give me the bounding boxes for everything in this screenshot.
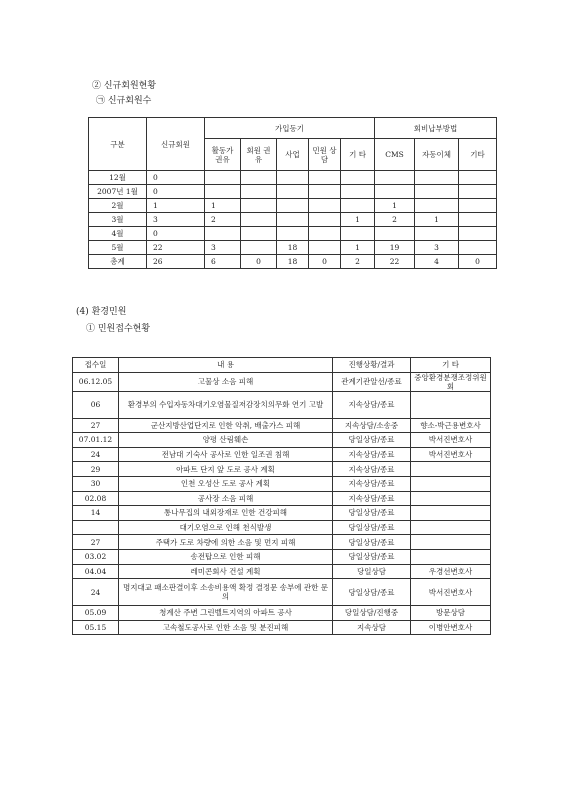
cell-status: 지속상담/종료 (333, 447, 411, 462)
table-row (73, 462, 491, 477)
cell-content: 양평 산림훼손 (119, 433, 333, 448)
cell: 3 (415, 241, 459, 255)
table-row (73, 491, 491, 506)
table-row (73, 549, 491, 564)
cell-status: 관계기관알선/종료 (333, 372, 411, 391)
cell-status: 당일상담/종료 (333, 579, 411, 606)
table-row (89, 185, 497, 199)
cell-content: 고물상 소음 피해 (119, 372, 333, 391)
header-gubun: 구분 (89, 118, 147, 171)
table-row-total (89, 255, 497, 269)
cell (241, 213, 277, 227)
cell-status: 당일상담/종료 (333, 535, 411, 550)
cell: 19 (375, 241, 415, 255)
cell (341, 171, 375, 185)
header-status: 진행상황/결과 (333, 358, 411, 373)
header-content: 내 용 (119, 358, 333, 373)
cell (459, 185, 497, 199)
cell (241, 199, 277, 213)
cell-etc (411, 535, 491, 550)
cell-etc: 향소-박근용변호사 (411, 418, 491, 433)
cell: 2 (205, 213, 241, 227)
cell-etc: 박서진변호사 (411, 447, 491, 462)
header-motive-activist: 활동가 권유 (205, 139, 241, 171)
cell-etc: 박서진변호사 (411, 579, 491, 606)
header-payment-autotransfer: 자동이체 (415, 139, 459, 171)
cell-status: 당일상담 (333, 564, 411, 579)
cell-content: 공사장 소음 피해 (119, 491, 333, 506)
cell: 4 (415, 255, 459, 269)
cell (415, 171, 459, 185)
header-date: 접수일 (73, 358, 119, 373)
cell-new: 1 (147, 199, 205, 213)
section-title-new-members: ② 신규회원현황 (92, 81, 157, 91)
header-motive-complaint: 민원 상담 (309, 139, 341, 171)
cell-date: 29 (73, 462, 119, 477)
cell-date: 27 (73, 418, 119, 433)
cell (277, 199, 309, 213)
cell-date: 14 (73, 506, 119, 521)
cell-etc (411, 520, 491, 535)
cell-month: 2007년 1월 (89, 185, 147, 199)
cell: 6 (205, 255, 241, 269)
cell (241, 241, 277, 255)
cell-date: 02.08 (73, 491, 119, 506)
cell (341, 185, 375, 199)
cell (309, 227, 341, 241)
cell-etc: 우경선변호사 (411, 564, 491, 579)
table-row (73, 447, 491, 462)
header-motive-member: 회원 권유 (241, 139, 277, 171)
cell: 1 (205, 199, 241, 213)
cell-date: 03.02 (73, 549, 119, 564)
header-motive-project: 사업 (277, 139, 309, 171)
cell (241, 185, 277, 199)
cell-etc: 이병안변호사 (411, 620, 491, 635)
cell-new: 0 (147, 185, 205, 199)
cell (309, 241, 341, 255)
cell: 1 (375, 199, 415, 213)
cell: 2 (341, 255, 375, 269)
cell (415, 227, 459, 241)
cell: 18 (277, 255, 309, 269)
cell-date: 06.12.05 (73, 372, 119, 391)
header-motive-other: 기 타 (341, 139, 375, 171)
header-payment-cms: CMS (375, 139, 415, 171)
cell (277, 227, 309, 241)
table-row (73, 520, 491, 535)
cell-date: 05.15 (73, 620, 119, 635)
table-row (73, 418, 491, 433)
cell: 1 (341, 241, 375, 255)
cell (277, 185, 309, 199)
cell-etc (411, 391, 491, 418)
cell: 1 (415, 213, 459, 227)
cell-date: 07.01.12 (73, 433, 119, 448)
cell-content: 레미콘회사 건설 계획 (119, 564, 333, 579)
cell-date: 05.09 (73, 606, 119, 621)
cell (341, 227, 375, 241)
cell-status: 지속상담/종료 (333, 476, 411, 491)
cell-month: 4월 (89, 227, 147, 241)
header-etc: 기 타 (411, 358, 491, 373)
cell-month: 총계 (89, 255, 147, 269)
cell-content: 전남대 기숙사 공사로 인한 일조권 침해 (119, 447, 333, 462)
cell (309, 199, 341, 213)
cell-status: 당일상담/종료 (333, 549, 411, 564)
cell (375, 185, 415, 199)
table-row (73, 606, 491, 621)
table-row (89, 199, 497, 213)
cell (205, 227, 241, 241)
cell (241, 227, 277, 241)
table-row (73, 476, 491, 491)
cell-etc (411, 491, 491, 506)
cell-content: 고속철도공사로 인한 소음 및 분진피해 (119, 620, 333, 635)
cell-date: 30 (73, 476, 119, 491)
cell-month: 5월 (89, 241, 147, 255)
header-new-members: 신규회원 (147, 118, 205, 171)
cell-etc (411, 462, 491, 477)
cell (205, 171, 241, 185)
cell-date: 06 (73, 391, 119, 418)
cell-month: 3월 (89, 213, 147, 227)
cell (415, 185, 459, 199)
cell-etc: 방문상담 (411, 606, 491, 621)
cell-status: 지속상담/종료 (333, 491, 411, 506)
cell: 3 (205, 241, 241, 255)
cell-content: 명지대교 패소판결이후 소송비용액 확정 결정문 송부에 관한 문의 (119, 579, 333, 606)
table-row (73, 391, 491, 418)
cell-content: 아파트 단지 앞 도로 공사 계획 (119, 462, 333, 477)
section-title-environment-complaints: (4) 환경민원 (76, 307, 127, 317)
cell-etc (411, 506, 491, 521)
cell-new: 0 (147, 171, 205, 185)
cell-content: 청계산 주변 그린벨트지역의 아파트 공사 (119, 606, 333, 621)
table-row (89, 241, 497, 255)
cell-month: 12월 (89, 171, 147, 185)
cell: 18 (277, 241, 309, 255)
table-row (73, 620, 491, 635)
cell-content: 군산지방산업단지로 인한 악취, 배출가스 피해 (119, 418, 333, 433)
cell-status: 지속상담/종료 (333, 462, 411, 477)
cell-content: 환경부의 수입자동차대기오염물질저감장치의무화 연기 고발 (119, 391, 333, 418)
cell-content: 인천 오성산 도로 공사 계획 (119, 476, 333, 491)
header-payment-other: 기타 (459, 139, 497, 171)
table-row (73, 579, 491, 606)
cell-date (73, 520, 119, 535)
table-header-row (73, 358, 491, 373)
cell: 22 (375, 255, 415, 269)
cell-etc (411, 549, 491, 564)
cell-new: 22 (147, 241, 205, 255)
cell (459, 171, 497, 185)
cell (459, 227, 497, 241)
cell-status: 당일상담/종료 (333, 506, 411, 521)
header-payment-method: 회비납부방법 (375, 118, 497, 139)
cell-etc: 중앙환경분쟁조정위원회 (411, 372, 491, 391)
cell (341, 199, 375, 213)
cell-date: 24 (73, 447, 119, 462)
cell (309, 213, 341, 227)
cell (309, 185, 341, 199)
cell-status: 당일상담/종료 (333, 520, 411, 535)
cell-status: 지속상담 (333, 620, 411, 635)
cell-month: 2월 (89, 199, 147, 213)
cell: 1 (341, 213, 375, 227)
cell-content: 대기오염으로 인해 천식발생 (119, 520, 333, 535)
header-join-motive: 가입동기 (205, 118, 375, 139)
cell-status: 당일상담/종료 (333, 433, 411, 448)
cell-status: 지속상담/종료 (333, 391, 411, 418)
cell: 0 (241, 255, 277, 269)
cell (277, 171, 309, 185)
cell-new: 26 (147, 255, 205, 269)
new-members-table (88, 117, 497, 269)
cell-content: 주택가 도로 차량에 의한 소음 및 먼지 피해 (119, 535, 333, 550)
cell-new: 0 (147, 227, 205, 241)
table-row (89, 227, 497, 241)
cell-status: 당일상담/진행중 (333, 606, 411, 621)
table-row (73, 372, 491, 391)
cell (375, 171, 415, 185)
cell (415, 199, 459, 213)
cell-date: 04.04 (73, 564, 119, 579)
cell (277, 213, 309, 227)
cell-etc (411, 476, 491, 491)
table-row (73, 535, 491, 550)
table-row (73, 564, 491, 579)
subsection-title-new-member-count: ㉠ 신규회원수 (96, 96, 152, 106)
cell: 0 (309, 255, 341, 269)
subsection-title-complaint-status: ① 민원접수현황 (86, 324, 151, 334)
table-row (89, 213, 497, 227)
table-row (89, 171, 497, 185)
cell-date: 24 (73, 579, 119, 606)
cell: 0 (459, 255, 497, 269)
cell-content: 송전탑으로 인한 피해 (119, 549, 333, 564)
complaints-table (72, 357, 491, 635)
cell (375, 227, 415, 241)
table-row (73, 433, 491, 448)
cell (241, 171, 277, 185)
cell (309, 171, 341, 185)
cell (459, 213, 497, 227)
cell-date: 27 (73, 535, 119, 550)
cell-etc: 박서진변호사 (411, 433, 491, 448)
cell-status: 지속상담/소송중 (333, 418, 411, 433)
cell-content: 통나무집의 내외장재로 인한 건강피해 (119, 506, 333, 521)
table-row (73, 506, 491, 521)
cell: 2 (375, 213, 415, 227)
cell (459, 199, 497, 213)
cell (205, 185, 241, 199)
cell-new: 3 (147, 213, 205, 227)
cell (459, 241, 497, 255)
